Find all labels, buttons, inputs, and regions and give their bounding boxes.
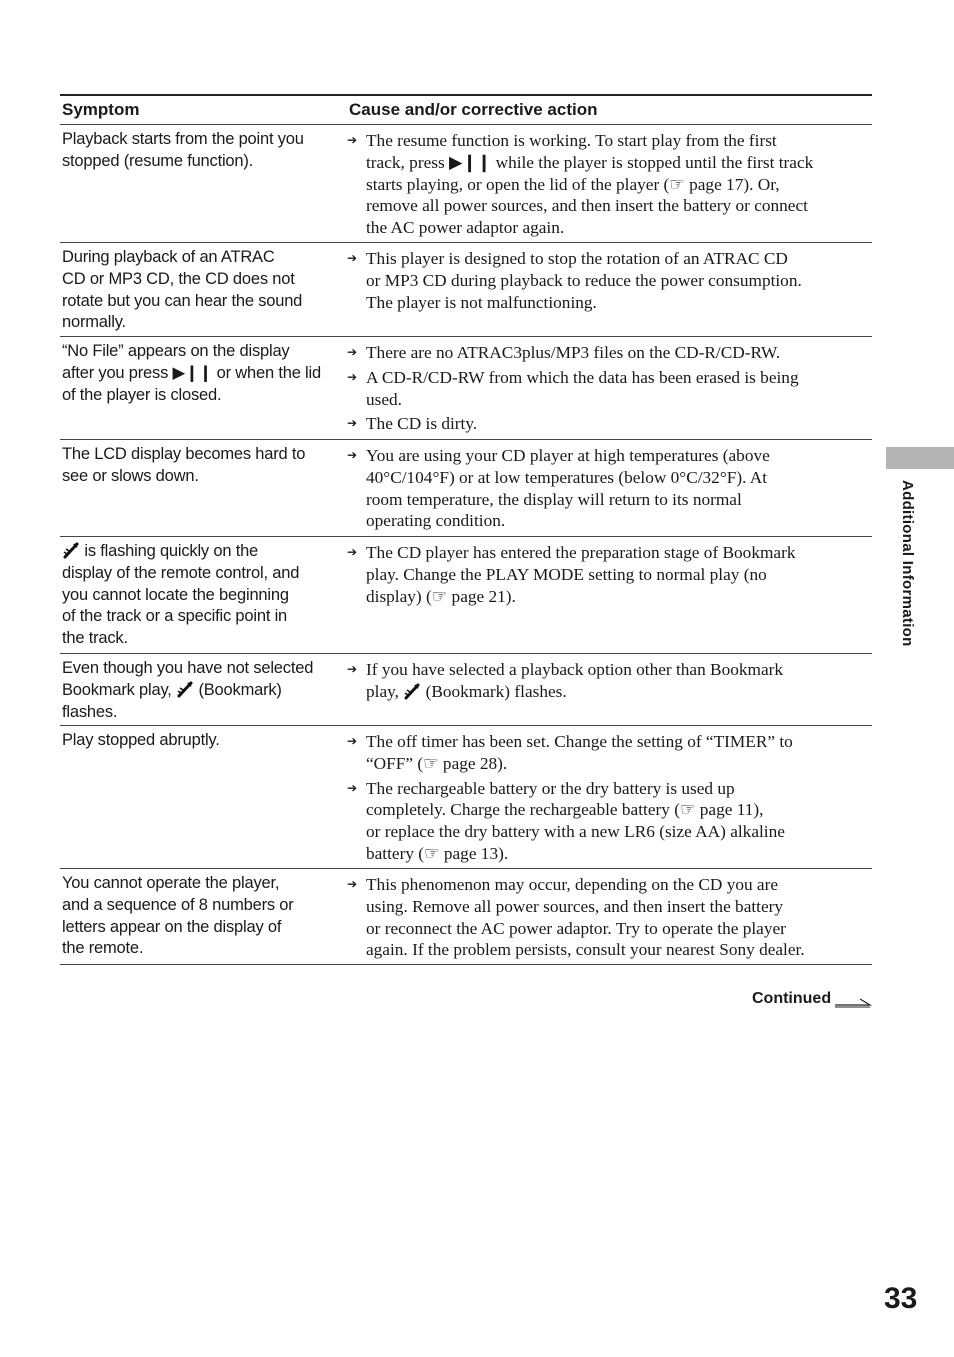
cause-item [347,659,856,703]
page-number: 33 [884,1282,918,1315]
cause-line: You are using your CD player at high temperatures (above [366,446,770,465]
section-tab-marker [886,447,954,469]
cause-line: or reconnect the AC power adaptor. Try to operate the player [366,918,786,938]
cause-cell [332,726,872,868]
cause-text [366,778,856,865]
symptom-line: Playback starts from the point you [62,130,304,148]
symptom-cell [60,125,332,242]
symptom-line: You cannot operate the player, [62,874,280,892]
cause-line: The CD player has entered the preparation stage of Bookmark [366,543,796,562]
arrow-icon: ➔ [347,369,358,384]
cause-item [347,778,856,865]
arrow-icon: ➔ [347,416,358,431]
table-body [60,125,872,965]
arrow-icon: ➔ [347,780,358,795]
symptom-cell [60,654,332,725]
cause-line: This phenomenon may occur, depending on the CD you are [366,875,779,894]
cause-text [366,731,856,775]
cause-text [366,130,856,239]
table-row [60,869,872,965]
symptom-line: of the track or a specific point in [62,607,288,626]
symptom-cell [60,337,332,439]
arrow-icon: ➔ [347,545,358,559]
symptom-line: see or slows down. [62,466,199,485]
cause-line: completely. Charge the rechargeable battery (☞ page 11), [366,800,764,820]
cause-line: “OFF” (☞ page 28). [366,753,508,773]
symptom-line: The LCD display becomes hard to [62,445,306,463]
cause-text [366,342,856,364]
symptom-line: of the player is closed. [62,385,222,404]
arrow-icon: ➔ [347,662,358,676]
table-header [60,96,872,125]
cause-line: play. Change the PLAY MODE setting to normal play (no [366,564,767,584]
cause-line: The resume function is working. To start play from the first [366,131,777,150]
cause-header: Cause and/or corrective action [349,100,598,119]
cause-cell [332,243,872,336]
cause-item [347,445,856,532]
cause-item [347,731,856,775]
symptom-line [62,680,332,702]
arrow-icon: ➔ [347,133,358,147]
cause-line: again. If the problem persists, consult your nearest Sony dealer. [366,940,805,960]
arrow-icon: ➔ [347,877,358,891]
symptom-line: flashes. [62,702,118,721]
cause-line: The off timer has been set. Change the setting of “TIMER” to [366,732,793,751]
symptom-line: normally. [62,313,126,332]
cause-line: A CD-R/CD-RW from which the data has been erased is being [366,367,799,387]
symptom-cell [60,440,332,536]
symptom-line: the remote. [62,939,144,958]
symptom-cell [60,243,332,336]
cause-text [366,248,856,313]
symptom-line: stopped (resume function). [62,151,254,170]
cause-text [366,413,856,435]
symptom-cell [60,869,332,964]
arrow-icon: ➔ [347,251,358,265]
bookmark-icon [62,541,80,559]
cause-line: 40°C/104°F) or at low temperatures (below 0°C/32°F). At [366,467,768,487]
symptom-text: Bookmark play, [62,680,172,699]
symptom-line: you cannot locate the beginning [62,585,289,604]
cause-line: operating condition. [366,511,506,531]
cause-item [347,542,856,607]
symptom-line: CD or MP3 CD, the CD does not [62,269,295,288]
symptom-line: rotate but you can hear the sound [62,291,303,310]
symptom-text: is flashing quickly on the [80,542,259,560]
cause-item [347,248,856,313]
bookmark-icon [176,680,194,698]
cause-line: display) (☞ page 21). [366,586,516,606]
table-row [60,243,872,337]
cause-text-part: (Bookmark) flashes. [421,681,567,701]
symptom-line [62,541,332,563]
continued-arrow-icon [834,996,872,1008]
cause-line: remove all power sources, and then insert the battery or connect [366,196,808,216]
cause-line: If you have selected a playback option other than Bookmark [366,660,784,679]
cause-text [366,445,856,532]
table-row [60,440,872,537]
symptom-line: During playback of an ATRAC [62,248,275,266]
cause-line: starts playing, or open the lid of the player (☞ page 17). Or, [366,174,780,194]
cause-text [366,874,856,961]
symptom-line: Even though you have not selected [62,659,314,677]
cause-cell [332,537,872,653]
symptom-line: “No File” appears on the display [62,342,290,360]
arrow-icon: ➔ [347,734,358,748]
bookmark-icon [403,682,421,700]
cause-line: or replace the dry battery with a new LR6 (size AA) alkaline [366,822,785,842]
cause-cell [332,654,872,725]
table-row [60,537,872,654]
cause-line: battery (☞ page 13). [366,843,509,863]
cause-cell [332,440,872,536]
table-row [60,337,872,440]
continued-label: Continued [752,990,832,1007]
symptom-line: after you press ▶❙❙ or when the lid [62,363,321,382]
symptom-line: Play stopped abruptly. [62,731,220,749]
cause-line: track, press ▶❙❙ while the player is stopped until the first track [366,152,814,172]
symptom-line: the track. [62,629,128,648]
cause-line: used. [366,389,402,409]
cause-cell [332,125,872,242]
cause-item [347,130,856,239]
arrow-icon: ➔ [347,448,358,462]
cause-item [347,874,856,961]
symptom-line: and a sequence of 8 numbers or [62,895,294,914]
cause-item [347,413,856,435]
troubleshooting-table [60,94,872,965]
cause-line: using. Remove all power sources, and then insert the battery [366,896,784,916]
cause-item [347,367,856,411]
symptom-text: (Bookmark) [194,680,282,699]
cause-line: The player is not malfunctioning. [366,292,597,312]
cause-text [366,542,856,607]
cause-cell [332,337,872,439]
cause-text [366,367,856,411]
cause-line: room temperature, the display will return to its normal [366,489,742,509]
cause-line: or MP3 CD during playback to reduce the power consumption. [366,270,802,290]
symptom-cell [60,726,332,868]
table-row [60,726,872,869]
cause-line: This player is designed to stop the rotation of an ATRAC CD [366,249,788,268]
cause-line: the AC power adaptor again. [366,218,565,238]
symptom-line: letters appear on the display of [62,917,282,936]
symptom-line: display of the remote control, and [62,563,300,582]
table-row [60,125,872,243]
arrow-icon: ➔ [347,345,358,359]
cause-line: The CD is dirty. [366,414,478,434]
symptom-cell [60,537,332,653]
cause-cell [332,869,872,964]
cause-text-part: play, [366,681,399,701]
cause-text [366,659,856,703]
symptom-header: Symptom [62,100,140,119]
cause-line [366,681,856,703]
cause-line: The rechargeable battery or the dry battery is used up [366,778,735,798]
cause-item [347,342,856,364]
cause-line: There are no ATRAC3plus/MP3 files on the CD-R/CD-RW. [366,343,781,362]
section-tab-label: Additional Information [899,480,916,647]
table-row [60,654,872,726]
